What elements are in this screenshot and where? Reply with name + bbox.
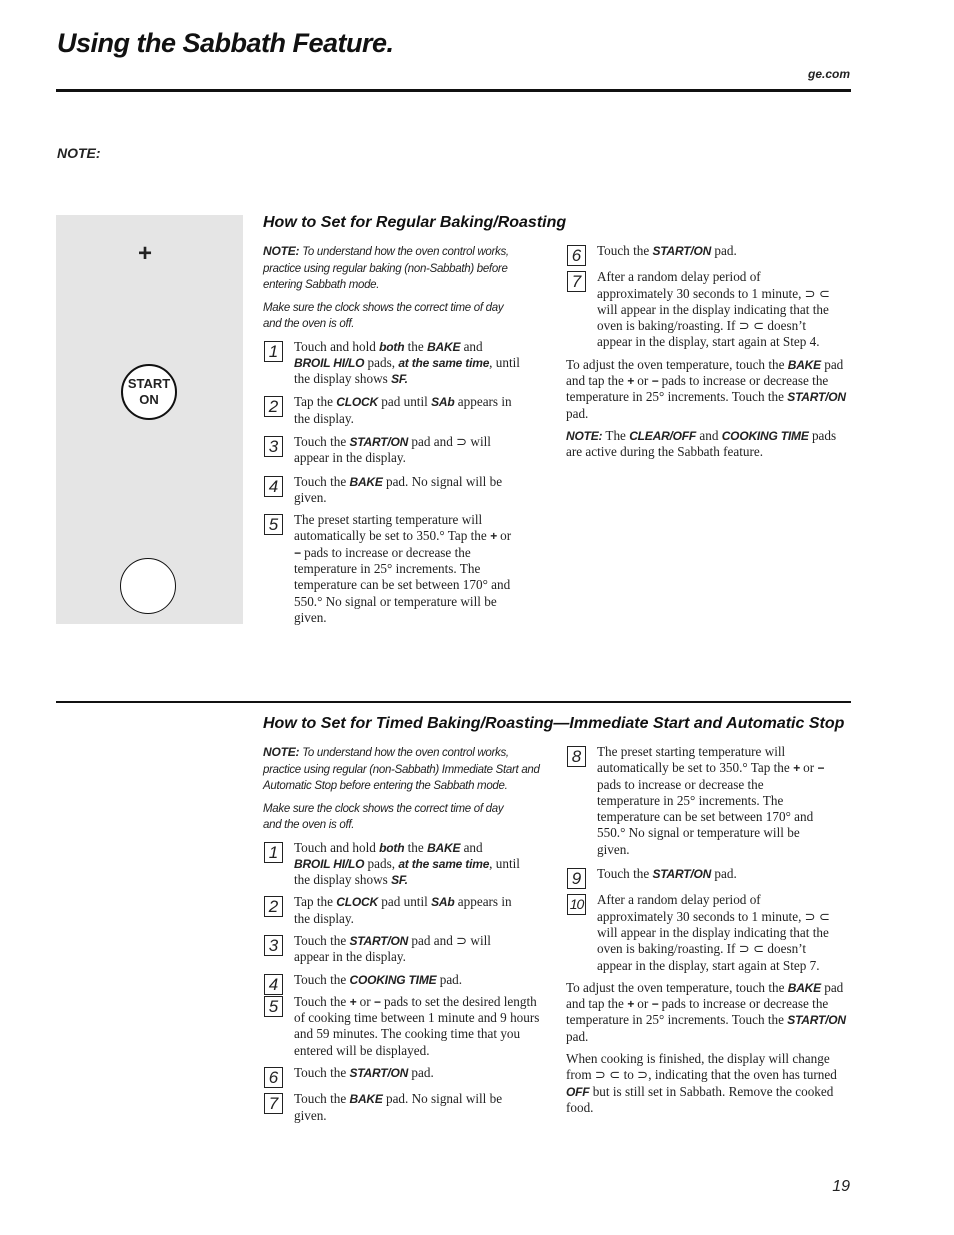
section2-finish-text: When cooking is finished, the display will change from ⊃ ⊂ to ⊃, indicating that the oven has turned OFF but is still set in Sabbath. Remove the cooked food. [566,1051,837,1115]
section1-step-3: 3 Touch the START/ON pad and ⊃ will appear in the display. [263,434,521,467]
header-rule [56,89,851,92]
section2-step-10: 10 After a random delay period of approximately 30 seconds to 1 minute, ⊃ ⊂ will appear in the display indicating that the oven is baking/roasting. If ⊃ ⊂ doesn’t appear in the display, start again at Step 7. [566,892,853,973]
section2-heading: How to Set for Timed Baking/Roasting—Immediate Start and Automatic Stop [263,715,845,732]
section1-step-1: 1 Touch and hold both the BAKE and BROIL HI/LO pads, at the same time, until the display shows SF. [263,339,521,388]
step-number: 3 [264,436,283,457]
site-url: ge.com [807,67,850,81]
section2-left-column [263,744,543,1124]
section1-adjust-text: To adjust the oven temperature, touch the BAKE pad and tap the + or − pads to increase or decrease the temperature in 25° increments. Touch the START/ON pad. [566,356,846,421]
section1-step-4: 4 Touch the BAKE pad. No signal will be given. [263,474,521,507]
section2-rule [56,701,851,703]
start-on-pad [121,364,177,420]
step-number: 2 [264,396,283,417]
section2-step-7: 7 Touch the BAKE pad. No signal will be given. [263,1091,521,1124]
section1-heading: How to Set for Regular Baking/Roasting [263,214,567,231]
section2-clock-note: Make sure the clock shows the correct time of day and the oven is off. [263,802,504,831]
section2-right-column [566,744,853,1116]
section2-step-4: 4 Touch the COOKING TIME pad. [263,972,543,988]
section2-step-9: 9 Touch the START/ON pad. [566,866,853,882]
section1-left-column [263,243,521,626]
start-pad-label-top: START [127,376,171,391]
section2-step-1: 1 Touch and hold both the BAKE and BROIL HI/LO pads, at the same time, until the display shows SF. [263,840,521,889]
page-number: 19 [832,1178,850,1195]
step-number: 8 [567,746,586,767]
section2-step-6: 6 Touch the START/ON pad. [263,1065,543,1081]
section1-step-2: 2 Tap the CLOCK pad until SAb appears in the display. [263,394,521,427]
section2-adjust-text: To adjust the oven temperature, touch the BAKE pad and tap the + or − pads to increase or decrease the temperature in 25° increments. Touch the START/ON pad. [566,979,846,1044]
step-number: 3 [264,935,283,956]
section2-step-8: 8 The preset starting temperature will automatically be set to 350.° Tap the + or − pads to increase or decrease the temperature in 25° increments. The temperature can be set between 170° and 550.° No signal or temperature will be given. [566,744,853,858]
section1-note2: NOTE: The CLEAR/OFF and COOKING TIME pads are active during the Sabbath feature. [566,427,837,460]
section1-step-6: 6 Touch the START/ON pad. [566,243,851,259]
step-number: 6 [264,1067,283,1088]
section2-step-5: 5 Touch the + or − pads to set the desired length of cooking time between 1 minute and 9 hours and 59 minutes. The cooking time that you entered will be displayed. [263,994,543,1059]
step-number: 2 [264,896,283,917]
step-number: 4 [264,476,283,497]
blank-pad-icon [120,558,176,614]
start-pad-label-bottom: ON [139,392,159,407]
note-label: NOTE: [57,145,101,161]
plus-pad-icon: + [138,240,153,267]
section1-clock-note: Make sure the clock shows the correct time of day and the oven is off. [263,301,504,330]
step-number: 1 [264,341,283,362]
section1-step-5: 5 The preset starting temperature will automatically be set to 350.° Tap the + or − pads to increase or decrease the temperature in 25° increments. The temperature can be set between 170° and 550.° No signal or temperature will be given. [263,512,521,626]
section1-right-column [566,243,851,461]
section2-step-2: 2 Tap the CLOCK pad until SAb appears in the display. [263,894,521,927]
step-number: 7 [264,1093,283,1114]
step-number: 1 [264,842,283,863]
step-number: 9 [567,868,586,889]
section2-note: NOTE: To understand how the oven control works, practice using regular (non-Sabbath) Immediate Start and Automatic Stop before entering the Sabbath mode. [263,745,540,792]
page-title: Using the Sabbath Feature. [57,28,394,58]
step-number: 5 [264,514,283,535]
section2-step-3: 3 Touch the START/ON pad and ⊃ will appear in the display. [263,933,521,966]
section1-note: NOTE: To understand how the oven control works, practice using regular baking (non-Sabbath) before entering Sabbath mode. [263,244,509,291]
step-number: 6 [567,245,586,266]
step-number: 5 [264,996,283,1017]
step-number: 7 [567,271,586,292]
step-number: 4 [264,974,283,995]
section1-step-7: 7 After a random delay period of approximately 30 seconds to 1 minute, ⊃ ⊂ will appear in the display indicating that the oven is baking/roasting. If ⊃ ⊂ doesn’t appear in the display, start again at Step 4. [566,269,851,350]
step-number: 10 [567,894,586,915]
